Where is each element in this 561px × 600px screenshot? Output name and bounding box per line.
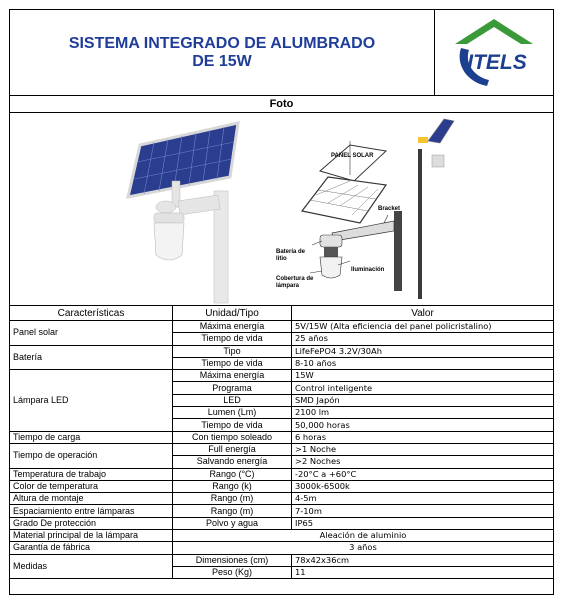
- feature-cell: Tiempo de carga: [10, 431, 173, 443]
- value-cell: 8-10 años: [292, 357, 554, 369]
- header: [10, 10, 553, 96]
- feature-cell: Altura de montaje: [10, 493, 173, 505]
- label-cobertura: Cobertura de lámpara: [276, 276, 314, 289]
- title-box: [10, 10, 435, 95]
- value-cell: 78x42x36cm: [292, 554, 554, 566]
- value-cell: >1 Noche: [292, 443, 554, 455]
- unit-cell: Lumen (Lm): [173, 407, 292, 419]
- table-row: [10, 443, 553, 455]
- table-row: [10, 505, 553, 517]
- unit-cell: Máxima energía: [173, 370, 292, 382]
- unit-cell: Rango (°C): [173, 468, 292, 480]
- value-cell: SMD Japón: [292, 394, 554, 406]
- label-panel-solar: PANEL SOLAR: [331, 153, 374, 159]
- unit-cell: Peso (Kg): [173, 566, 292, 578]
- table-header-row: [10, 306, 553, 321]
- unit-cell: Tiempo de vida: [173, 419, 292, 431]
- feature-cell: Temperatura de trabajo: [10, 468, 173, 480]
- feature-cell: Panel solar: [10, 321, 173, 346]
- header-unidad: Unidad/Tipo: [173, 306, 292, 321]
- label-bracket: Bracket: [378, 206, 401, 212]
- unit-cell: Tipo: [173, 345, 292, 357]
- itels-logo: [435, 10, 553, 95]
- unit-cell: LED: [173, 394, 292, 406]
- unit-cell: Tiempo de vida: [173, 333, 292, 345]
- value-cell: Aleación de aluminio: [173, 530, 554, 542]
- feature-cell: Garantía de fábrica: [10, 542, 173, 554]
- value-cell: Control inteligente: [292, 382, 554, 394]
- value-cell: 2100 lm: [292, 407, 554, 419]
- spec-sheet: [9, 9, 554, 595]
- unit-cell: Programa: [173, 382, 292, 394]
- feature-cell: Tiempo de operación: [10, 443, 173, 468]
- label-iluminacion: Iluminación: [351, 267, 385, 273]
- unit-cell: Tiempo de vida: [173, 357, 292, 369]
- value-cell: 3000k-6500k: [292, 480, 554, 492]
- table-row: [10, 370, 553, 382]
- feature-cell: Espaciamiento entre lámparas: [10, 505, 173, 517]
- table-row: [10, 431, 553, 443]
- table-row: [10, 530, 553, 542]
- photo-label: Foto: [10, 96, 553, 113]
- table-row: [10, 468, 553, 480]
- unit-cell: Con tiempo soleado: [173, 431, 292, 443]
- value-cell: 3 años: [173, 542, 554, 554]
- value-cell: 50,000 horas: [292, 419, 554, 431]
- value-cell: 5V/15W (Alta eficiencia del panel policristalino): [292, 321, 554, 333]
- logo-text: ITELS: [467, 51, 527, 74]
- feature-cell: Medidas: [10, 554, 173, 579]
- unit-cell: Rango (m): [173, 493, 292, 505]
- photo-area: [10, 113, 553, 306]
- table-row: [10, 493, 553, 505]
- spec-table: [10, 306, 553, 579]
- unit-cell: Polvo y agua: [173, 517, 292, 529]
- logo-graphic: [435, 10, 553, 95]
- value-cell: -20°C a +60°C: [292, 468, 554, 480]
- feature-cell: Color de temperatura: [10, 480, 173, 492]
- value-cell: 4-5m: [292, 493, 554, 505]
- label-bateria: Batería de litio: [276, 249, 306, 262]
- unit-cell: Máxima energía: [173, 321, 292, 333]
- title-line-2: DE 15W: [192, 52, 252, 70]
- unit-cell: Salvando energía: [173, 456, 292, 468]
- unit-cell: Rango (m): [173, 505, 292, 517]
- value-cell: >2 Noches: [292, 456, 554, 468]
- value-cell: 15W: [292, 370, 554, 382]
- unit-cell: Full energía: [173, 443, 292, 455]
- value-cell: IP65: [292, 517, 554, 529]
- product-photo: [110, 115, 270, 305]
- value-cell: 7-10m: [292, 505, 554, 517]
- table-row: [10, 345, 553, 357]
- feature-cell: Material principal de la lámpara: [10, 530, 173, 542]
- header-caracteristicas: Características: [10, 306, 173, 321]
- table-row: [10, 480, 553, 492]
- value-cell: LifeFePO4 3.2V/30Ah: [292, 345, 554, 357]
- value-cell: 11: [292, 566, 554, 578]
- value-cell: 25 años: [292, 333, 554, 345]
- header-valor: Valor: [292, 306, 554, 321]
- table-row: [10, 321, 553, 333]
- feature-cell: Batería: [10, 345, 173, 370]
- table-row: [10, 542, 553, 554]
- title-line-1: SISTEMA INTEGRADO DE ALUMBRADO: [68, 34, 376, 52]
- table-row: [10, 554, 553, 566]
- table-row: [10, 517, 553, 529]
- unit-cell: Dimensiones (cm): [173, 554, 292, 566]
- unit-cell: Rango (k): [173, 480, 292, 492]
- feature-cell: Lámpara LED: [10, 370, 173, 431]
- value-cell: 6 horas: [292, 431, 554, 443]
- feature-cell: Grado De protección: [10, 517, 173, 529]
